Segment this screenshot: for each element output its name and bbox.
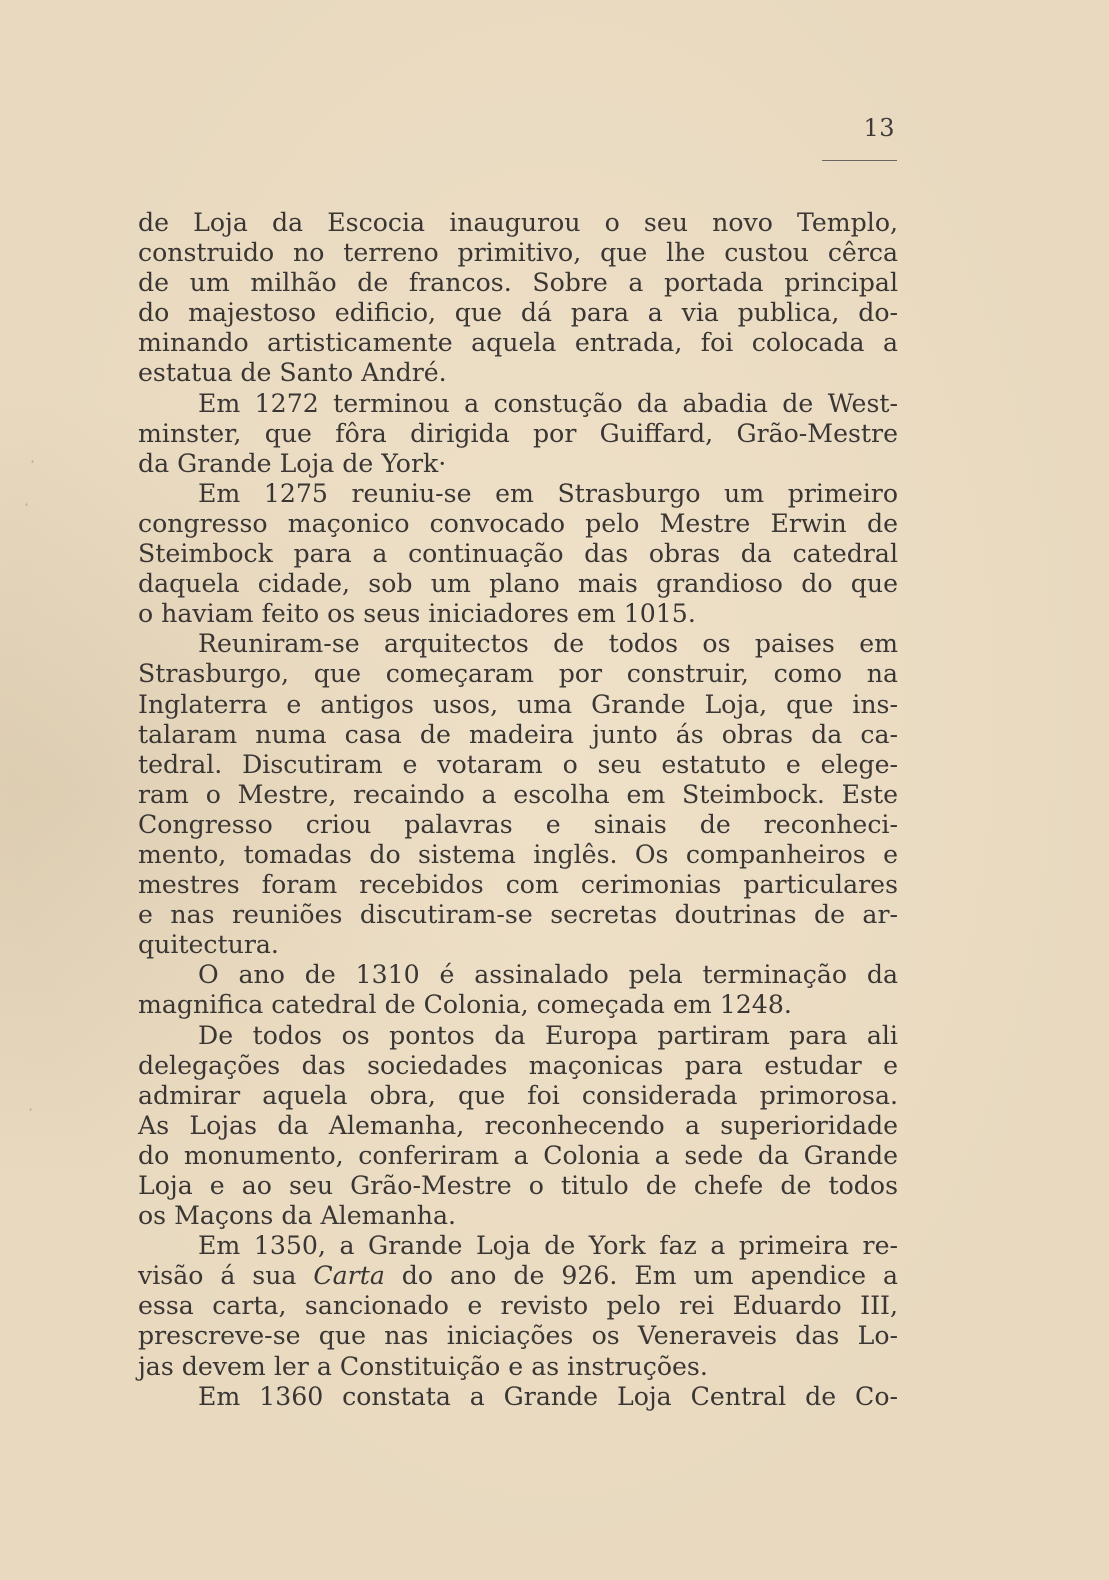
text-line: do monumento, conferiram a Colonia a sede da Grande — [138, 1140, 898, 1170]
text-line: minster, que fôra dirigida por Guiffard, Grão-Mestre — [138, 418, 898, 448]
header-rule — [822, 160, 897, 161]
text-line: daquela cidade, sob um plano mais grandioso do que — [138, 569, 898, 599]
text-line: As Lojas da Alemanha, reconhecendo a superioridade — [138, 1110, 898, 1140]
margin-speck: · — [24, 495, 30, 514]
text-line: Congresso criou palavras e sinais de reconheci- — [138, 809, 898, 839]
text-line: de um milhão de francos. Sobre a portada principal — [138, 268, 898, 298]
paragraph-start: Em 1272 terminou a constução da abadia de West- — [198, 388, 898, 418]
text-line: delegações das sociedades maçonicas para estudar e — [138, 1050, 898, 1080]
text-line: construido no terreno primitivo, que lhe custou cêrca — [138, 238, 898, 268]
text-line — [138, 1261, 898, 1291]
text-line: prescreve-se que nas iniciações os Veneraveis das Lo- — [138, 1321, 898, 1351]
paragraph-start: O ano de 1310 é assinalado pela terminação da — [198, 960, 898, 990]
text-line: o haviam feito os seus iniciadores em 1015. — [138, 599, 696, 629]
paragraph-start: De todos os pontos da Europa partiram para ali — [198, 1020, 898, 1050]
text-line: Loja e ao seu Grão-Mestre o titulo de chefe de todos — [138, 1171, 898, 1200]
text-line: os Maçons da Alemanha. — [138, 1201, 456, 1231]
text-line: ram o Mestre, recaindo a escolha em Steimbock. Este — [138, 779, 898, 809]
text-line: essa carta, sancionado e revisto pelo rei Eduardo III, — [138, 1291, 898, 1321]
text-line: de Loja da Escocia inaugurou o seu novo Templo, — [138, 208, 898, 237]
margin-speck: · — [28, 1100, 34, 1119]
body-text — [138, 208, 898, 1412]
text-line: mento, tomadas do sistema inglês. Os companheiros e — [138, 839, 898, 869]
text-line: Inglaterra e antigos usos, uma Grande Loja, que ins- — [138, 689, 898, 719]
text-line: admirar aquela obra, que foi considerada primorosa. — [138, 1080, 898, 1110]
text-line: e nas reuniões discutiram-se secretas doutrinas de ar- — [138, 900, 898, 930]
text-line: magnifica catedral de Colonia, começada em 1248. — [138, 990, 792, 1020]
paragraph-start: Em 1360 constata a Grande Loja Central de Co- — [198, 1381, 898, 1411]
paragraph-start: Reuniram-se arquitectos de todos os paises em — [198, 629, 898, 659]
paragraph-start: Em 1275 reuniu-se em Strasburgo um primeiro — [198, 478, 898, 508]
text-line: talaram numa casa de madeira junto ás obras da ca- — [138, 719, 898, 749]
line-segment: do ano de 926. Em um apendice a — [384, 1261, 898, 1291]
text-line: da Grande Loja de York· — [138, 448, 447, 478]
margin-speck: · — [30, 452, 36, 471]
line-segment: visão á sua — [138, 1261, 314, 1291]
paragraph-start: Em 1350, a Grande Loja de York faz a primeira re- — [198, 1231, 898, 1261]
text-line: estatua de Santo André. — [138, 358, 447, 388]
text-line: do majestoso edificio, que dá para a via publica, do- — [138, 298, 898, 328]
text-line: quitectura. — [138, 930, 279, 960]
text-line: congresso maçonico convocado pelo Mestre Erwin de — [138, 508, 898, 538]
text-line: tedral. Discutiram e votaram o seu estatuto e elege- — [138, 749, 898, 779]
text-line: mestres foram recebidos com cerimonias particulares — [138, 870, 898, 900]
italic-title: Carta — [313, 1261, 385, 1291]
page-number: 13 — [863, 114, 895, 142]
text-line: Steimbock para a continuação das obras da catedral — [138, 539, 898, 569]
text-line: minando artisticamente aquela entrada, foi colocada a — [138, 328, 898, 358]
text-line: Strasburgo, que começaram por construir, como na — [138, 659, 898, 689]
text-line: jas devem ler a Constituição e as instruções. — [138, 1351, 708, 1381]
